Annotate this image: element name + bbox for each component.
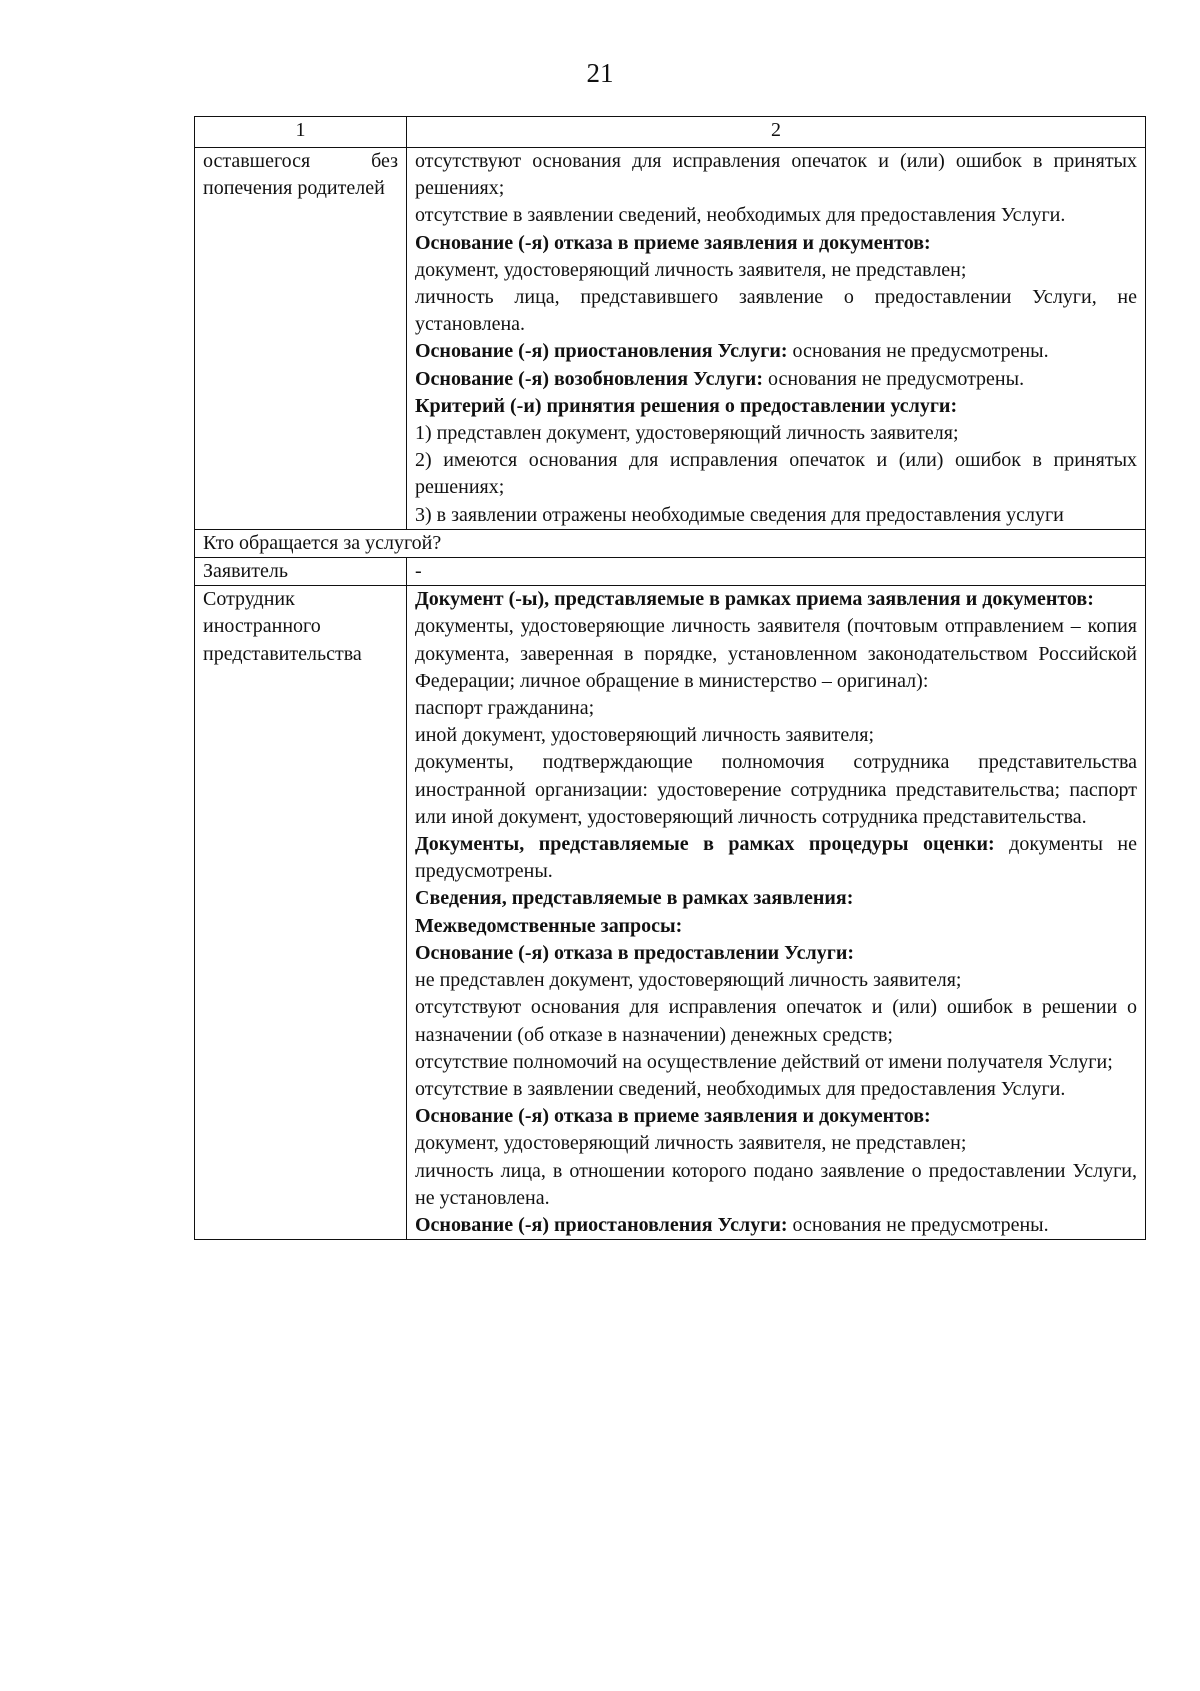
plain-text: основания не предусмотрены. <box>787 1213 1049 1236</box>
who-applies-cell: Кто обращается за услугой? <box>195 529 1146 557</box>
applicant-left-cell: Заявитель <box>195 558 407 586</box>
row1-left-cell: оставшегося без попечения родителей <box>195 148 407 530</box>
text-paragraph <box>415 967 1137 994</box>
bold-heading: Основание (-я) отказа в предоставлении Услуги: <box>415 941 855 964</box>
applicant-right-cell: - <box>407 558 1146 586</box>
text-paragraph <box>415 148 1137 202</box>
text-paragraph <box>415 1103 1137 1130</box>
plain-text: 2) имеются основания для исправления опечаток и (или) ошибок в принятых решениях; <box>415 449 1137 499</box>
text-paragraph <box>415 420 1137 447</box>
plain-text: не представлен документ, удостоверяющий личность заявителя; <box>415 969 962 992</box>
text-paragraph <box>415 613 1137 695</box>
plain-text: документ, удостоверяющий личность заявителя, не представлен; <box>415 258 967 281</box>
plain-text: личность лица, представившего заявление о предоставлении Услуги, не установлена. <box>415 286 1137 336</box>
plain-text: 1) представлен документ, удостоверяющий личность заявителя; <box>415 422 959 445</box>
document-table <box>194 116 1146 1240</box>
text-paragraph <box>415 202 1137 229</box>
text-paragraph <box>415 1130 1137 1157</box>
bold-heading: Основание (-я) возобновления Услуги: <box>415 367 763 390</box>
text-paragraph <box>415 994 1137 1048</box>
bold-heading: Основание (-я) отказа в приеме заявления и документов: <box>415 231 931 254</box>
plain-text: личность лица, в отношении которого подано заявление о предоставлении Услуги, не установлена. <box>415 1159 1137 1209</box>
text-paragraph <box>415 1076 1137 1103</box>
plain-text: 3) в заявлении отражены необходимые сведения для предоставления услуги <box>415 503 1064 526</box>
bold-heading: Основание (-я) приостановления Услуги: <box>415 340 788 363</box>
text-paragraph <box>415 447 1137 501</box>
plain-text: основания не предусмотрены. <box>762 367 1025 390</box>
text-paragraph <box>415 338 1137 365</box>
text-paragraph <box>415 284 1137 338</box>
text-paragraph <box>415 257 1137 284</box>
text-paragraph <box>415 502 1137 529</box>
plain-text: отсутствуют основания для исправления опечаток и (или) ошибок в решении о назначении (об отказе в назначении) денежных средств; <box>415 996 1137 1046</box>
table-header-row <box>195 117 1146 148</box>
text-paragraph <box>415 913 1137 940</box>
text-paragraph <box>415 885 1137 912</box>
plain-text: паспорт гражданина; <box>415 697 595 720</box>
text-paragraph <box>415 749 1137 831</box>
bold-heading: Сведения, представляемые в рамках заявления: <box>415 887 854 910</box>
text-paragraph <box>415 722 1137 749</box>
bold-heading: Критерий (-и) принятия решения о предоставлении услуги: <box>415 394 958 417</box>
page-number: 21 <box>586 58 614 88</box>
table-row <box>195 558 1146 586</box>
table-row <box>195 586 1146 1240</box>
bold-heading: Межведомственные запросы: <box>415 914 683 937</box>
text-paragraph <box>415 586 1137 613</box>
text-paragraph <box>415 366 1137 393</box>
text-paragraph <box>415 1049 1137 1076</box>
plain-text: документы, удостоверяющие личность заявителя (почтовым отправлением – копия документа, заверенная в порядке, установленном законодательством Российской Федерации; личное обращение в министерство – оригинал): <box>415 615 1137 692</box>
plain-text: документ, удостоверяющий личность заявителя, не представлен; <box>415 1132 967 1155</box>
plain-text: отсутствие в заявлении сведений, необходимых для предоставления Услуги. <box>415 204 1066 227</box>
bold-heading: Документ (-ы), представляемые в рамках приема заявления и документов: <box>415 588 1094 611</box>
bold-heading: Основание (-я) отказа в приеме заявления и документов: <box>415 1105 931 1128</box>
table-row <box>195 529 1146 557</box>
table-row <box>195 148 1146 530</box>
row1-right-cell <box>407 148 1146 530</box>
plain-text: основания не предусмотрены. <box>787 340 1049 363</box>
plain-text: отсутствуют основания для исправления опечаток и (или) ошибок в принятых решениях; <box>415 150 1137 200</box>
bold-heading: Основание (-я) приостановления Услуги: <box>415 1213 788 1236</box>
row2-left-cell: Сотрудник иностранного представительства <box>195 586 407 1240</box>
text-paragraph <box>415 831 1137 885</box>
text-paragraph <box>415 230 1137 257</box>
plain-text: иной документ, удостоверяющий личность заявителя; <box>415 724 875 747</box>
plain-text: документы не предусмотрены. <box>415 833 1137 883</box>
plain-text: отсутствие в заявлении сведений, необходимых для предоставления Услуги. <box>415 1077 1066 1100</box>
plain-text: документы, подтверждающие полномочия сотрудника представительства иностранной организации: удостоверение сотрудника представительства; паспорт или иной документ, удостоверяющий личность сотрудника представительства. <box>415 751 1137 828</box>
text-paragraph <box>415 393 1137 420</box>
row2-right-cell <box>407 586 1146 1240</box>
column-header-2: 2 <box>407 117 1146 148</box>
text-paragraph <box>415 695 1137 722</box>
column-header-1: 1 <box>195 117 407 148</box>
text-paragraph <box>415 1212 1137 1239</box>
text-paragraph <box>415 1158 1137 1212</box>
plain-text: отсутствие полномочий на осуществление действий от имени получателя Услуги; <box>415 1050 1113 1073</box>
text-paragraph <box>415 940 1137 967</box>
bold-heading: Документы, представляемые в рамках процедуры оценки: <box>415 833 995 856</box>
